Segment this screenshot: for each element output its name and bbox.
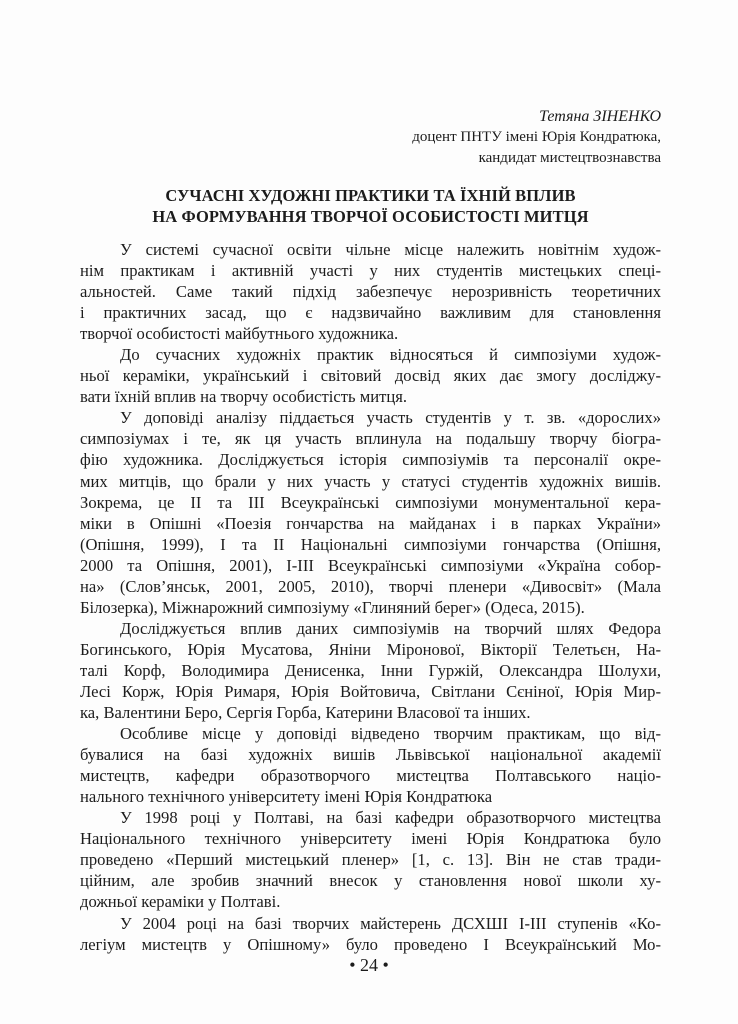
paragraph-3	[80, 407, 661, 617]
text-line: ньої кераміки, український і світовий досвід яких дає змогу досліджу-	[80, 366, 661, 386]
text-line: симпозіумах і те, як ця участь вплинула на подальшу творчу біогра-	[80, 429, 661, 449]
title-line-1: СУЧАСНІ ХУДОЖНІ ПРАКТИКИ ТА ЇХНІЙ ВПЛИВ	[165, 186, 576, 205]
title-line-2: НА ФОРМУВАННЯ ТВОРЧОЇ ОСОБИСТОСТІ МИТЦЯ	[152, 207, 589, 226]
text-line: Лесі Корж, Юрія Римаря, Юрія Войтовича, Світлани Сєніної, Юрія Мир-	[80, 681, 661, 701]
paragraph-4	[80, 618, 661, 723]
text-line: У 1998 році у Полтаві, на базі кафедри образотворчого мистецтва	[120, 808, 661, 828]
paragraph-6	[80, 807, 661, 912]
text-line: мих митців, що брали у них участь у статусі студентів художніх вишів.	[80, 471, 661, 491]
paragraph-7	[80, 913, 661, 955]
author-position: доцент ПНТУ імені Юрія Кондратюка,	[412, 129, 661, 145]
text-line: (Опішня, 1999), I та II Національні симпозіуми гончарства (Опішня,	[80, 534, 661, 554]
text-line: ка, Валентини Беро, Сергія Горба, Катерини Власової та інших.	[80, 703, 531, 723]
text-line: легіум мистецтв у Опішному» було проведено I Всеукраїнський Мо-	[80, 934, 661, 954]
text-line: У системі сучасної освіти чільне місце належить новітнім худож-	[120, 240, 661, 259]
author-block	[412, 106, 661, 169]
text-line: талі Корф, Володимира Денисенка, Інни Гуржій, Олександра Шолухи,	[80, 660, 661, 680]
text-line: фію художника. Досліджується історія симпозіумів та персоналії окре-	[80, 450, 661, 470]
text-line: Особливе місце у доповіді відведено творчим практикам, що від-	[120, 724, 661, 744]
text-line: Зокрема, це II та III Всеукраїнські симпозіуми монументальної кера-	[80, 492, 661, 512]
text-line: дожньої кераміки у Полтаві.	[80, 892, 281, 912]
text-line: Досліджується вплив даних симпозіумів на творчий шлях Федора	[120, 618, 661, 638]
page-number: • 24 •	[349, 955, 389, 975]
text-line: на» (Слов’янськ, 2001, 2005, 2010), творчі пленери «Дивосвіт» (Мала	[80, 576, 661, 596]
text-line: Білозерка), Міжнарожний симпозіуму «Глиняний берег» (Одеса, 2015).	[80, 597, 585, 617]
article-title	[80, 185, 661, 227]
text-line: альностей. Саме такий підхід забезпечує нерозривність теоретичних	[80, 282, 661, 302]
text-line: бувалися на базі художніх вишів Львівської національної академії	[80, 745, 661, 765]
text-line: і практичних засад, що є надзвичайно важливим для становлення	[80, 303, 661, 323]
text-line: ційним, але зробив значний внесок у становлення нової школи ху-	[80, 871, 661, 891]
text-line: міки в Опішні «Поезія гончарства на майданах і в парках України»	[80, 513, 661, 533]
text-line: мистецтв, кафедри образотворчого мистецтва Полтавського націо-	[80, 766, 661, 786]
text-line: проведено «Перший мистецький пленер» [1, с. 13]. Він не став тради-	[80, 850, 661, 870]
paragraph-1	[80, 239, 661, 344]
paragraph-2	[80, 344, 661, 407]
text-line: До сучасних художніх практик відносяться й симпозіуми худож-	[120, 345, 661, 365]
author-name: Тетяна ЗІНЕНКО	[539, 108, 661, 125]
text-line: У 2004 році на базі творчих майстерень ДСХШІ I-III ступенів «Ко-	[120, 913, 661, 933]
text-line: Національного технічного університету імені Юрія Кондратюка було	[80, 829, 661, 849]
text-line: вати їхній вплив на творчу особистість митця.	[80, 387, 408, 407]
text-line: У доповіді аналізу піддається участь студентів у т. зв. «дорослих»	[120, 408, 661, 428]
text-line: 2000 та Опішня, 2001), I-III Всеукраїнські симпозіуми «Україна собор-	[80, 555, 661, 575]
text-line: творчої особистості майбутнього художника.	[80, 324, 399, 344]
author-degree: кандидат мистецтвознавства	[478, 150, 661, 166]
text-line: нального технічного університету імені Юрія Кондратюка	[80, 787, 493, 807]
article-body	[80, 239, 661, 955]
text-line: Богинського, Юрія Мусатова, Яніни Міронової, Вікторії Телетьєн, На-	[80, 639, 661, 659]
text-line: нім практикам і активній участі у них студентів мистецьких спеці-	[80, 261, 661, 281]
paragraph-5	[80, 723, 661, 807]
